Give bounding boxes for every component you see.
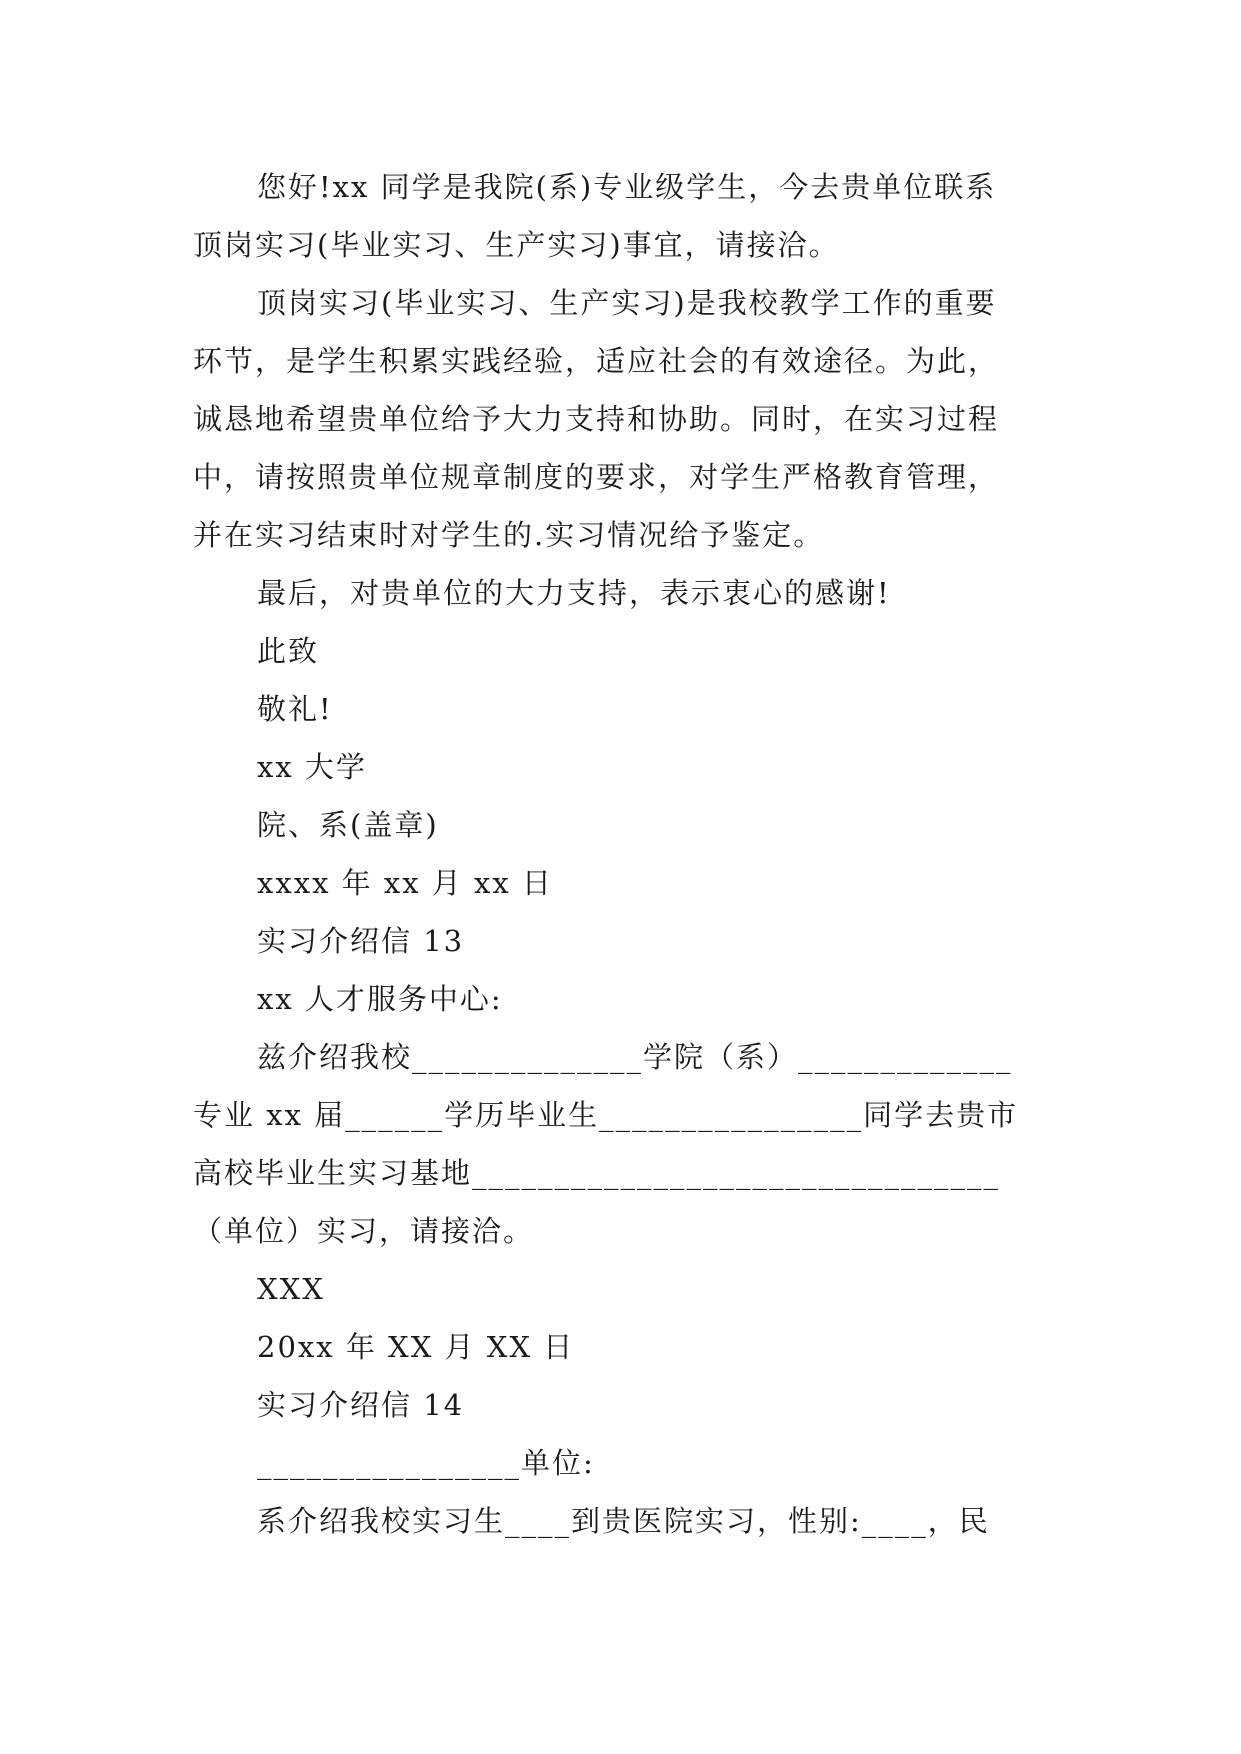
letter2-signature: XXX [257, 1272, 325, 1306]
letter2-date: 20xx 年 XX 月 XX 日 [257, 1330, 575, 1364]
letter1-closing-salutation: 此致 [257, 634, 320, 668]
letter1-para2-line2: 环节，是学生积累实践经验，适应社会的有效途径。为此， [193, 344, 1000, 378]
letter3-recipient: ________________单位: [257, 1446, 595, 1480]
letter1-para2-line5: 并在实习结束时对学生的.实习情况给予鉴定。 [193, 518, 825, 552]
letter1-para2-line4: 中，请按照贵单位规章制度的要求，对学生严格教育管理， [193, 460, 1000, 494]
letter1-para1-line2: 顶岗实习(毕业实习、生产实习)事宜，请接洽。 [193, 228, 840, 262]
letter2-body-line4: （单位）实习，请接洽。 [193, 1214, 535, 1248]
letter1-signature-date: xxxx 年 xx 月 xx 日 [257, 866, 553, 900]
document-body [193, 158, 1053, 1550]
letter1-closing-regards: 敬礼! [257, 692, 333, 726]
letter2-recipient: xx 人才服务中心: [257, 982, 503, 1016]
letter1-para1-line1: 您好!xx 同学是我院(系)专业级学生，今去贵单位联系 [257, 170, 997, 204]
letter2-body-line1: 兹介绍我校______________学院（系）_____________ [257, 1040, 1013, 1074]
letter3-title: 实习介绍信 14 [257, 1388, 465, 1422]
letter1-para2-line1: 顶岗实习(毕业实习、生产实习)是我校教学工作的重要 [257, 286, 997, 320]
letter1-para2-line3: 诚恳地希望贵单位给予大力支持和协助。同时，在实习过程 [193, 402, 1000, 436]
letter1-signature-dept: 院、系(盖章) [257, 808, 439, 842]
letter2-body-line3: 高校毕业生实习基地________________________________ [193, 1156, 1001, 1190]
letter2-body-line2: 专业 xx 届______学历毕业生________________同学去贵市 [193, 1098, 1019, 1132]
letter3-body-line1: 系介绍我校实习生____到贵医院实习，性别:____，民 [257, 1504, 990, 1538]
letter1-para3: 最后，对贵单位的大力支持，表示衷心的感谢! [257, 576, 891, 610]
letter2-title: 实习介绍信 13 [257, 924, 465, 958]
letter1-signature-school: xx 大学 [257, 750, 367, 784]
